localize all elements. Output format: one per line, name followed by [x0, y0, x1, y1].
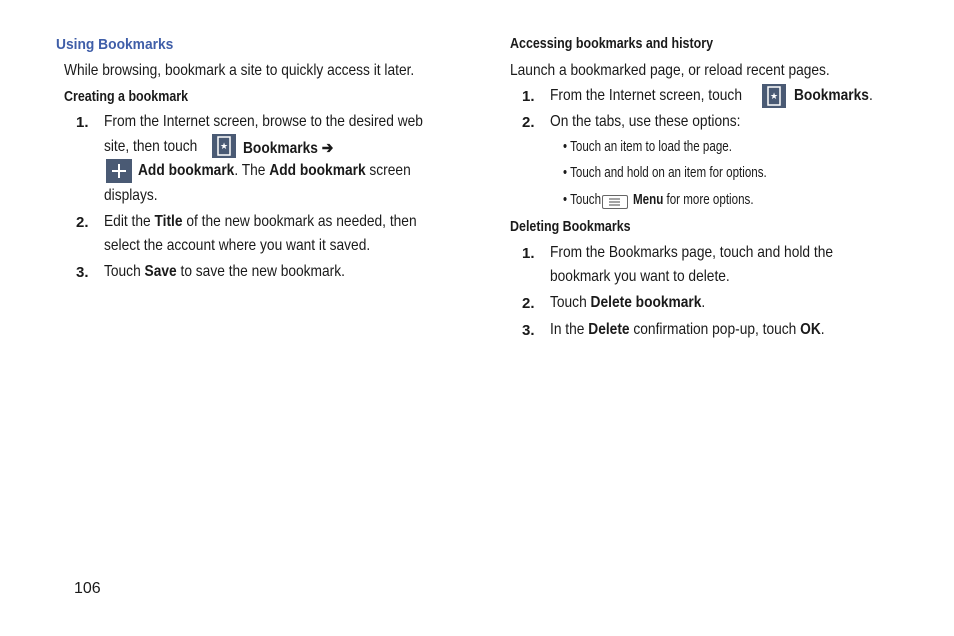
- step-text: site, then touch: [104, 138, 198, 155]
- step-text: bookmark you want to delete.: [550, 268, 730, 285]
- bookmark-star-icon: [762, 84, 786, 108]
- bullet-item: • Touch an item to load the page.: [563, 139, 732, 155]
- step-text: Touch Delete bookmark.: [550, 294, 706, 311]
- accessing-intro: Launch a bookmarked page, or reload recent pages.: [510, 62, 830, 79]
- step-number: 3.: [76, 264, 89, 281]
- creating-title: Creating a bookmark: [64, 89, 189, 105]
- step-number: 1.: [522, 88, 535, 105]
- bullet-item: Menu for more options.: [633, 192, 754, 208]
- svg-text:★: ★: [219, 142, 229, 152]
- bookmark-star-icon: [212, 134, 236, 158]
- step-text: From the Internet screen, touch: [550, 87, 742, 104]
- step-text: From the Internet screen, browse to the desired web: [104, 113, 423, 130]
- step-number: 2.: [76, 214, 89, 231]
- bullet-item: • Touch: [563, 192, 602, 208]
- step-number: 1.: [522, 245, 535, 262]
- step-text: Touch Save to save the new bookmark.: [104, 263, 345, 280]
- step-text: select the account where you want it saved.: [104, 237, 371, 254]
- intro-text: While browsing, bookmark a site to quickly access it later.: [64, 62, 415, 79]
- step-number: 2.: [522, 295, 535, 312]
- step-text: From the Bookmarks page, touch and hold the: [550, 244, 834, 261]
- section-title: Using Bookmarks: [56, 36, 174, 53]
- svg-text:★: ★: [769, 92, 779, 102]
- step-text: Bookmarks.: [794, 87, 873, 104]
- menu-icon: [602, 193, 628, 211]
- step-number: 2.: [522, 114, 535, 131]
- bookmarks-label: Bookmarks ➔: [243, 140, 334, 157]
- step-number: 3.: [522, 322, 535, 339]
- step-text: Edit the Title of the new bookmark as needed, then: [104, 213, 417, 230]
- step-text: displays.: [104, 187, 158, 204]
- step-text: Add bookmark. The Add bookmark screen: [138, 162, 411, 179]
- page-number: 106: [74, 580, 101, 597]
- bullet-item: • Touch and hold on an item for options.: [563, 165, 767, 181]
- accessing-title: Accessing bookmarks and history: [510, 36, 714, 52]
- deleting-title: Deleting Bookmarks: [510, 219, 631, 235]
- add-plus-icon: [106, 159, 132, 183]
- step-text: In the Delete confirmation pop-up, touch OK.: [550, 321, 825, 338]
- step-number: 1.: [76, 114, 89, 131]
- step-text: On the tabs, use these options:: [550, 113, 741, 130]
